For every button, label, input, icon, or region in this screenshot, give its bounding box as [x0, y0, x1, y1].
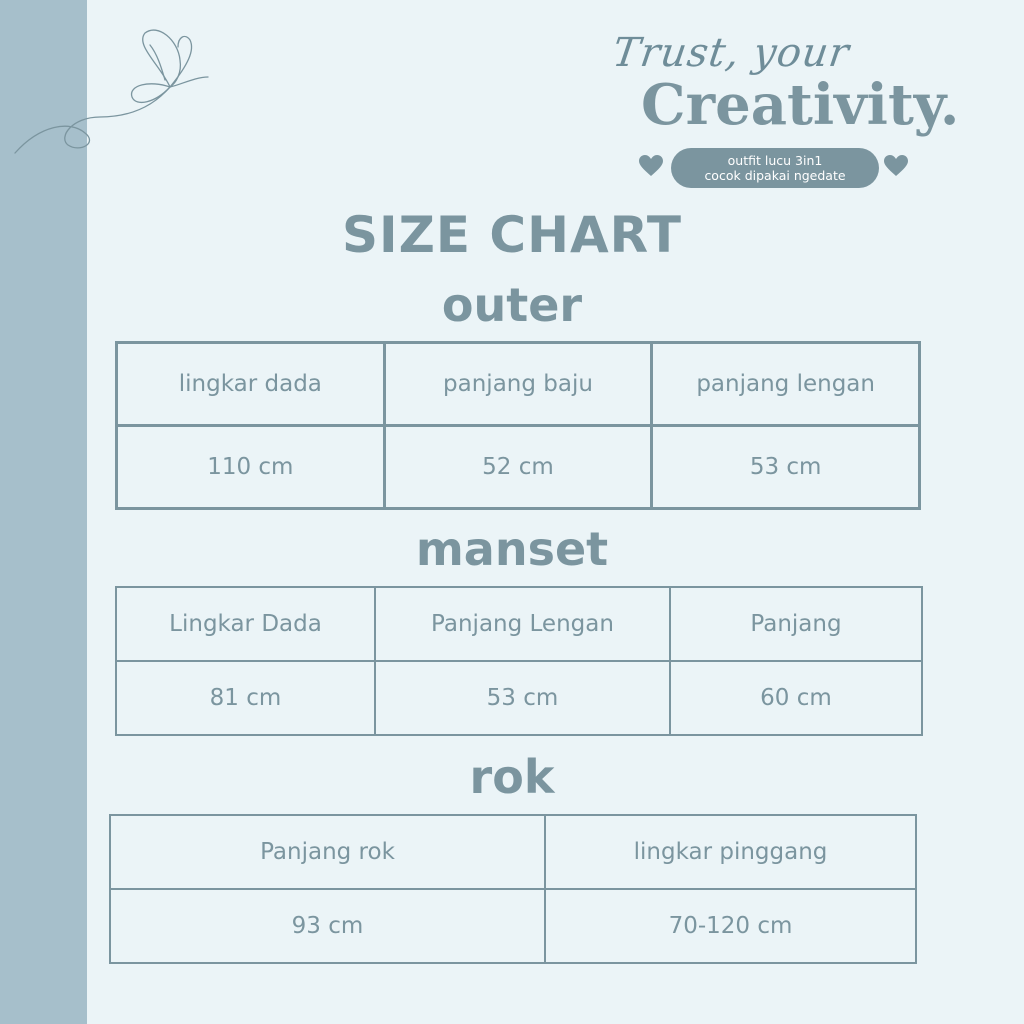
logo-script-text: Trust, your [609, 30, 853, 76]
table-value-cell: 81 cm [116, 661, 375, 735]
section-heading-manset: manset [415, 522, 609, 576]
brand-logo [605, 30, 985, 195]
table-header-row [116, 587, 922, 661]
table-header-cell: Panjang [670, 587, 922, 661]
size-table-rok [109, 814, 917, 964]
heart-icon [884, 155, 908, 177]
table-header-cell: Panjang Lengan [375, 587, 670, 661]
table-header-cell: Panjang rok [110, 815, 545, 889]
tagline-badge [671, 148, 879, 188]
table-value-cell: 60 cm [670, 661, 922, 735]
size-table-manset [115, 586, 923, 736]
size-table-outer [115, 341, 921, 510]
table-header-cell: panjang baju [384, 343, 652, 426]
table-value-row [110, 889, 916, 963]
butterfly-icon [10, 25, 220, 160]
tagline-line-1: outfit lucu 3in1 [727, 153, 823, 168]
table-value-cell: 53 cm [652, 426, 920, 509]
page-title: SIZE CHART [341, 206, 683, 264]
table-header-cell: panjang lengan [652, 343, 920, 426]
table-value-cell: 93 cm [110, 889, 545, 963]
table-value-cell: 70-120 cm [545, 889, 916, 963]
section-heading-rok: rok [469, 750, 555, 804]
table-header-cell: Lingkar Dada [116, 587, 375, 661]
table-header-cell: lingkar dada [117, 343, 385, 426]
table-header-row [117, 343, 920, 426]
table-header-cell: lingkar pinggang [545, 815, 916, 889]
table-header-row [110, 815, 916, 889]
logo-brand-text: Creativity. [641, 72, 960, 138]
table-value-cell: 110 cm [117, 426, 385, 509]
table-value-row [116, 661, 922, 735]
section-heading-outer: outer [441, 278, 583, 332]
table-value-row [117, 426, 920, 509]
table-value-cell: 53 cm [375, 661, 670, 735]
heart-icon [639, 155, 663, 177]
tagline-line-2: cocok dipakai ngedate [704, 168, 846, 183]
table-value-cell: 52 cm [384, 426, 652, 509]
